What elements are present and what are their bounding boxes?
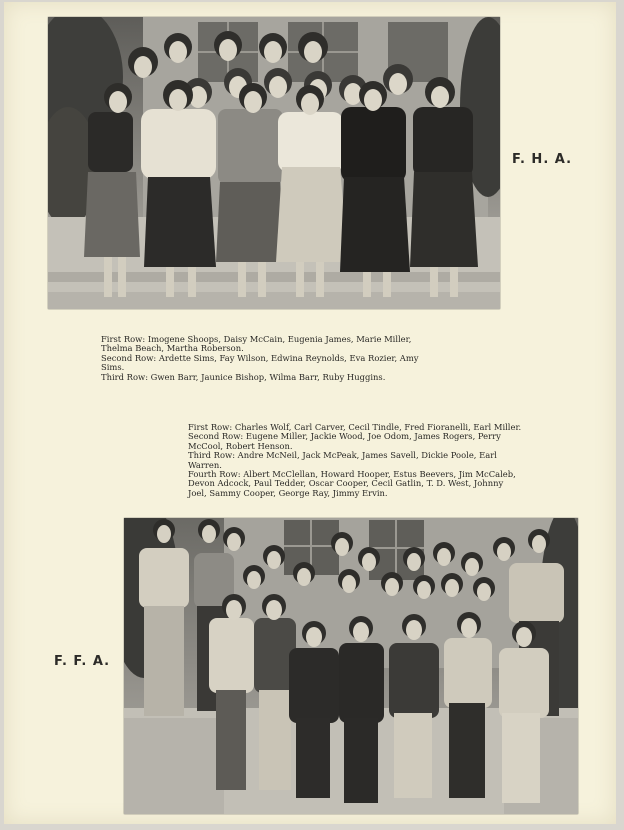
ffa-third-row: Third Row: Andre McNeil, Jack McPeak, James Savell, Dickie Poole, Earl Warren. xyxy=(188,450,497,470)
fha-photo-illustration xyxy=(48,17,500,309)
fha-group-photo xyxy=(48,17,500,309)
ffa-fourth-row: Fourth Row: Albert McClellan, Howard Hooper, Estus Beevers, Jim McCaleb, Devon Adcock, Paul Tedder, Oscar Cooper, Cecil Gatlin, T. D. West, Johnny Joel, Sammy Cooper, George Ray, Jimmy Ervin. xyxy=(188,469,516,498)
ffa-group-photo xyxy=(124,518,578,814)
fha-label: F. H. A. xyxy=(512,152,573,167)
ffa-second-row: Second Row: Eugene Miller, Jackie Wood, Joe Odom, James Rogers, Perry McCool, Robert Henson. xyxy=(188,431,501,451)
fha-first-row: First Row: Imogene Shoops, Daisy McCain, Eugenia James, Marie Miller, Thelma Beach, Martha Roberson. xyxy=(101,334,412,354)
fha-third-row: Third Row: Gwen Barr, Jaunice Bishop, Wilma Barr, Ruby Huggins. xyxy=(101,371,386,382)
ffa-label: F. F. A. xyxy=(54,654,111,669)
ffa-first-row: First Row: Charles Wolf, Carl Carver, Cecil Tindle, Fred Fioranelli, Earl Miller. xyxy=(188,422,522,432)
ffa-caption xyxy=(188,423,524,498)
yearbook-page xyxy=(4,2,616,824)
fha-caption xyxy=(101,335,436,382)
fha-second-row: Second Row: Ardette Sims, Fay Wilson, Edwina Reynolds, Eva Rozier, Amy Sims. xyxy=(101,352,419,373)
ffa-photo-illustration xyxy=(124,518,578,814)
